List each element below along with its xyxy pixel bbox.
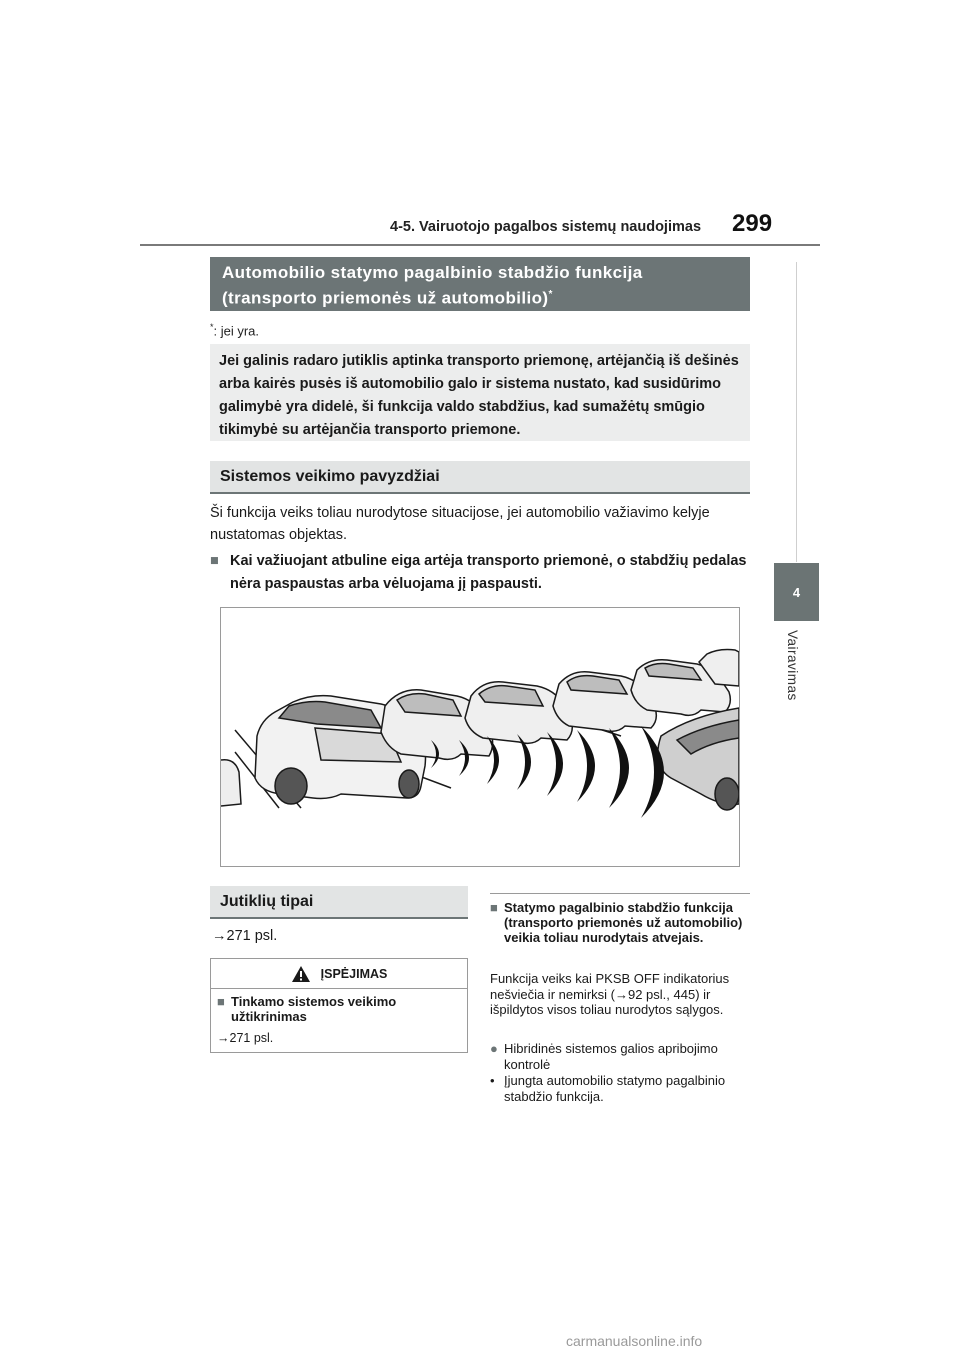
function-title <box>210 257 750 311</box>
condition-subitem <box>490 1073 750 1104</box>
warning-title: ĮSPĖJIMAS <box>320 966 388 981</box>
scenario-item <box>210 550 750 596</box>
header-divider <box>140 244 820 246</box>
footnote <box>210 322 259 338</box>
warning-header <box>211 959 467 989</box>
sensor-page-ref[interactable]: →271 psl. <box>212 928 278 944</box>
examples-heading: Sistemos veikimo pavyzdžiai <box>210 461 750 494</box>
sensor-types-heading: Jutiklių tipai <box>210 886 468 919</box>
operation-conditions-heading-text: Statymo pagalbinio stabdžio funkcija (transporto priemonės už automobilio) veikia toliau nurodytais atvejais. <box>504 900 743 945</box>
warning-icon <box>291 965 311 983</box>
dot-bullet-icon: • <box>490 1073 495 1088</box>
condition-subitem-text: Įjungta automobilio statymo pagalbinio stabdžio funkcija. <box>504 1073 726 1104</box>
warning-page-ref[interactable]: →271 psl. <box>217 1031 274 1045</box>
circle-bullet-icon: ● <box>490 1041 498 1056</box>
title-marker: * <box>548 289 553 300</box>
section-title: 4-5. Vairuotojo pagalbos sistemų naudojimas <box>390 219 702 235</box>
page-number: 299 <box>732 210 773 237</box>
condition-item <box>490 1041 750 1072</box>
condition-item-text: Hibridinės sistemos galios apribojimo kontrolė <box>504 1041 718 1072</box>
warning-box <box>210 958 468 1053</box>
footnote-text: : jei yra. <box>213 323 260 339</box>
examples-text: Ši funkcija veiks toliau nurodytose situacijose, jei automobilio važiavimo kelyje nustatomas objektas. <box>210 505 710 543</box>
square-bullet-icon: ■ <box>490 900 498 915</box>
operation-conditions-text: Funkcija veiks kai PKSB OFF indikatorius nešviečia ir nemirksi (→92 psl., 445) ir išpildytos visos toliau nurodytos sąlygos. <box>490 971 730 1017</box>
watermark: carmanualsonline.info <box>566 1333 703 1349</box>
square-bullet-icon: ■ <box>217 994 225 1009</box>
operation-conditions-heading <box>490 900 750 945</box>
function-title-line1: Automobilio statymo pagalbinio stabdžio funkcija <box>222 263 643 282</box>
chapter-tab: 4 <box>774 563 819 621</box>
warning-item-text: Tinkamo sistemos veikimo užtikrinimas <box>231 994 397 1024</box>
right-column-divider <box>490 893 750 894</box>
parking-illustration <box>220 607 740 867</box>
warning-item <box>217 994 467 1024</box>
intro-box: Jei galinis radaro jutiklis aptinka transporto priemonę, artėjančią iš dešinės arba kairės pusės iš automobilio galo ir sistema nustato, kad susidūrimo galimybė yra didelė, ši funkcija valdo stabdžius, kad sumažėtų smūgio tikimybė su artėjančia transporto priemone. <box>210 344 750 441</box>
function-title-line2: (transporto priemonės už automobilio)* <box>222 288 553 308</box>
scenario-text: Kai važiuojant atbuline eiga artėja transporto priemonė, o stabdžių pedalas nėra paspaustas arba vėluojama jį paspausti. <box>230 553 747 592</box>
square-bullet-icon: ■ <box>210 553 219 569</box>
chapter-label-text: Vairavimas <box>785 630 800 701</box>
side-divider <box>796 262 797 562</box>
footnote-marker: * <box>210 322 214 332</box>
chapter-label <box>760 630 830 720</box>
parking-scene-svg <box>221 608 739 866</box>
